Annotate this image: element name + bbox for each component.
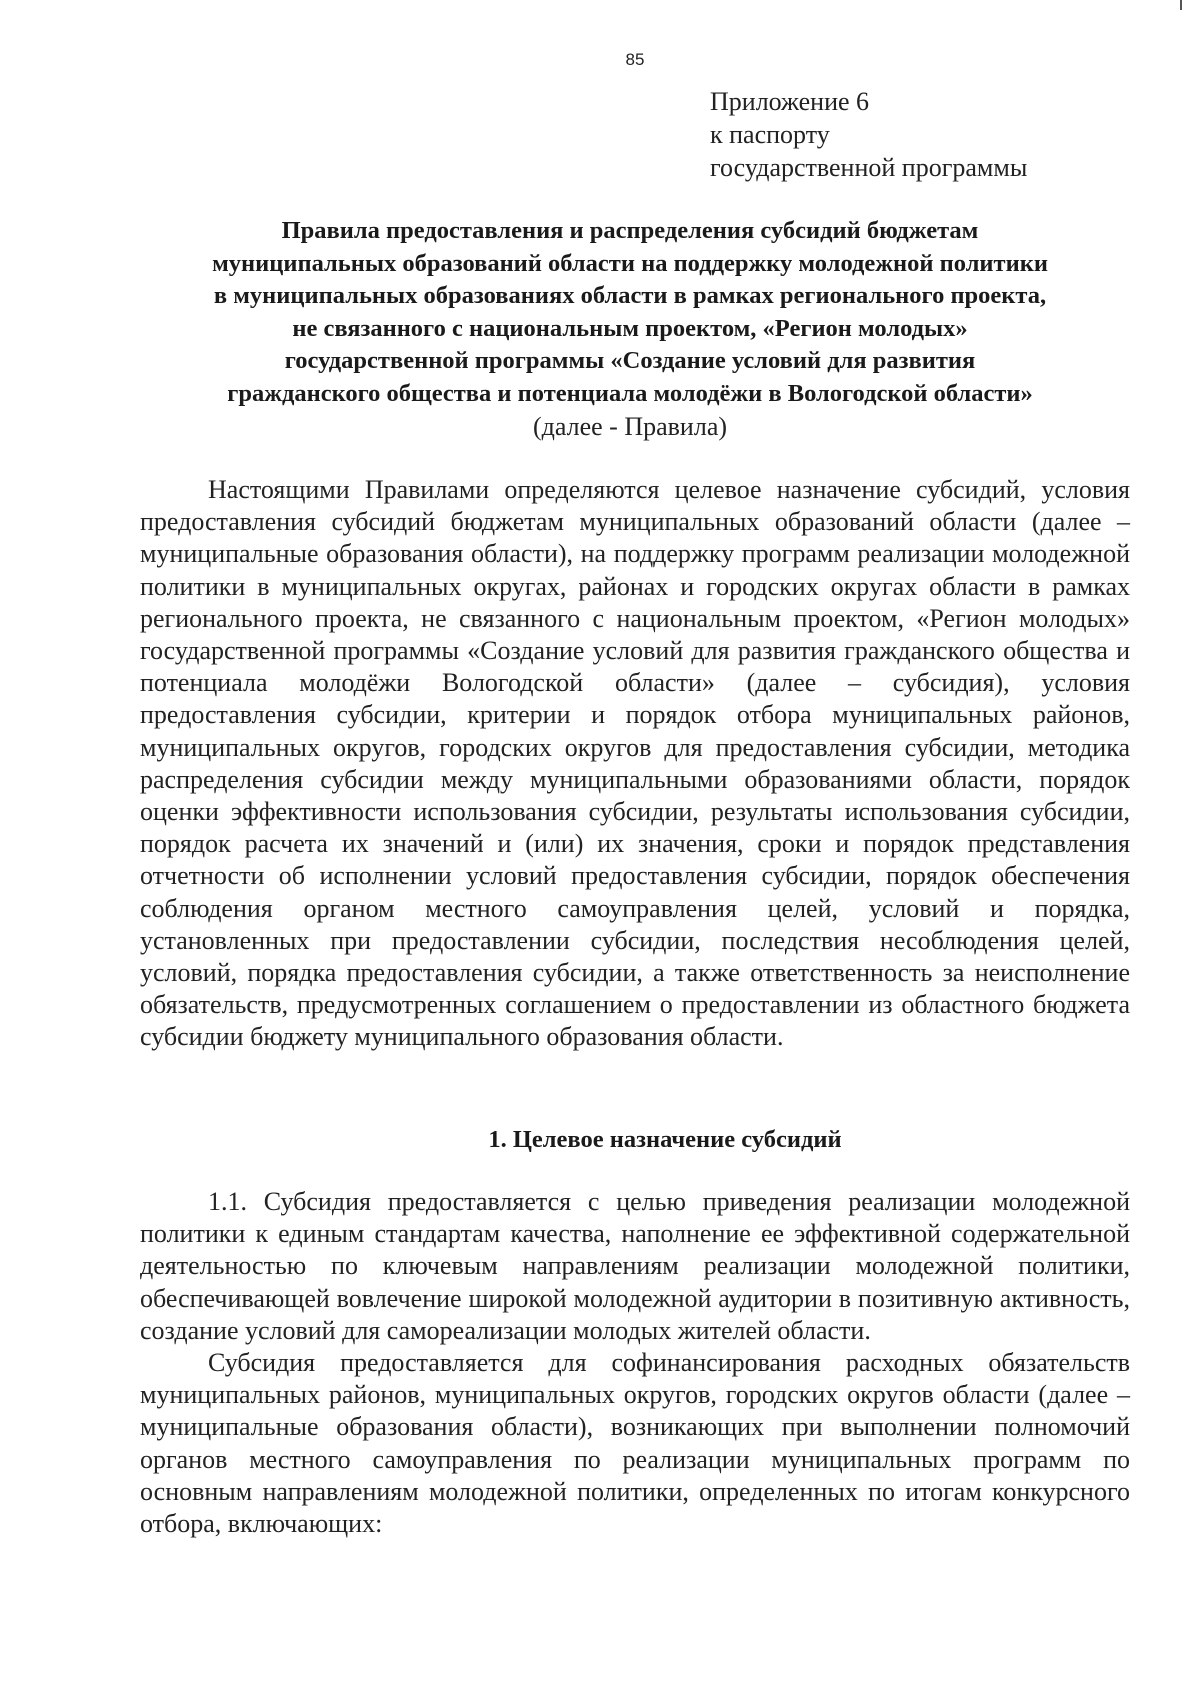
title-line-1: Правила предоставления и распределения субсидий бюджетам (281, 217, 979, 244)
intro-paragraph: Настоящими Правилами определяются целевое назначение субсидий, условия предоставления субсидий бюджетам муниципальных образований области (далее – муниципальные образования области), на поддержку программ реализации молодежной политики в муниципальных округах, районах и городских округах области в рамках регионального проекта, не связанного с национальным проектом, «Регион молодых» государственной программы «Создание условий для развития гражданского общества и потенциала молодёжи Вологодской области» (далее – субсидия), условия предоставления субсидии, критерии и порядок отбора муниципальных районов, муниципальных округов, городских округов для предоставления субсидии, методика распределения субсидии между муниципальными образованиями области, порядок оценки эффективности использования субсидии, результаты использования субсидии, порядок расчета их значений и (или) их значения, сроки и порядок представления отчетности об исполнении условий предоставления субсидии, порядок обеспечения соблюдения органом местного самоуправления целей, условий и порядка, установленных при предоставлении субсидии, последствия несоблюдения целей, условий, порядка предоставления субсидии, а также ответственность за неисполнение обязательств, предусмотренных соглашением о предоставлении из областного бюджета субсидии бюджету муниципального образования области. (140, 475, 1130, 1052)
section-1-paragraph-2: Субсидия предоставляется для софинансирования расходных обязательств муниципальных районов, муниципальных округов, городских округов области (далее – муниципальные образования области), возникающих при выполнении полномочий органов местного самоуправления по реализации муниципальных программ по основным направлениям молодежной политики, определенных по итогам конкурсного отбора, включающих: (140, 1348, 1130, 1539)
intro-section (140, 474, 1130, 1054)
document-title (130, 215, 1130, 410)
title-line-4: не связанного с национальным проектом, «Регион молодых» (292, 314, 968, 342)
title-line-5: государственной программы «Создание условий для развития (284, 347, 976, 374)
section-1-paragraph-1: 1.1. Субсидия предоставляется с целью приведения реализации молодежной политики к единым стандартам качества, наполнение ее эффективной содержательной деятельностью по ключевым направлениям реализации молодежной политики, обеспечивающей вовлечение широкой молодежной аудитории в позитивную активность, создание условий для самореализации молодых жителей области. (140, 1187, 1130, 1345)
section-1-body (140, 1186, 1130, 1540)
title-subtitle: (далее - Правила) (532, 412, 728, 441)
title-line-3: в муниципальных образованиях области в рамках регионального проекта, (213, 282, 1047, 309)
scan-edge-mark (1180, 0, 1182, 10)
appendix-line-3: государственной программы (710, 153, 1028, 182)
section-1-heading: 1. Целевое назначение субсидий (488, 1126, 842, 1153)
title-line-6: гражданского общества и потенциала молодёжи в Вологодской области» (227, 379, 1033, 407)
title-line-2: муниципальных образований области на поддержку молодежной политики (212, 249, 1048, 277)
appendix-line-1: Приложение 6 (710, 87, 870, 116)
page-number: 85 (625, 50, 645, 69)
appendix-reference (710, 85, 1027, 184)
appendix-line-2: к паспорту (710, 120, 830, 149)
